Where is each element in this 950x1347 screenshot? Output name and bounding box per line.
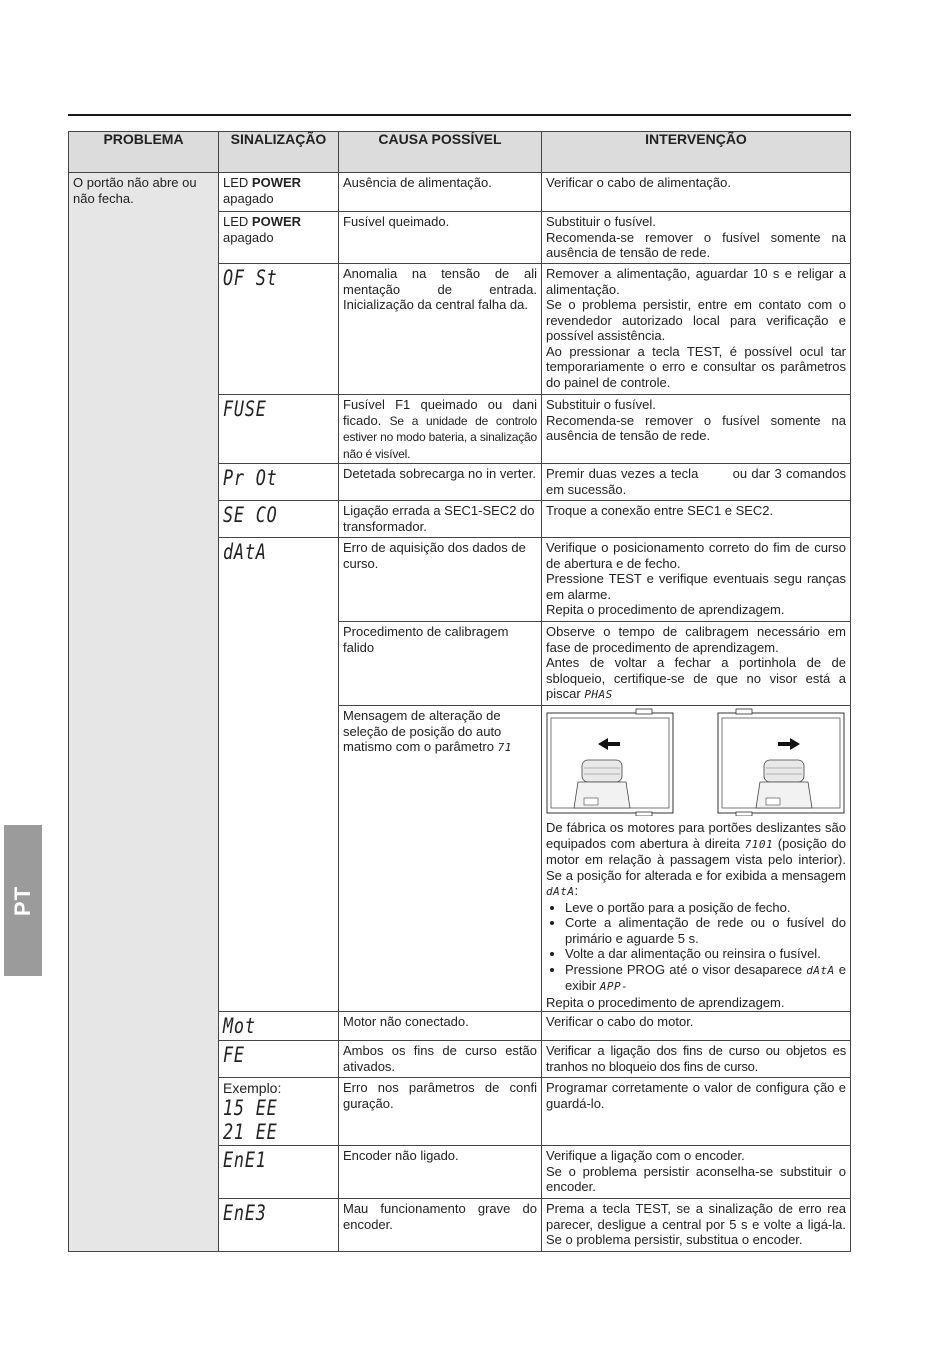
action-paragraph: De fábrica os motores para portões deslizantes são equipados com abertura à direita 7101 (posição do motor em relação à passagem vista pelo interior). Se a posição for alterada e for exibida a mensagem dAtA: — [546, 820, 846, 898]
cause-cell: Mau funcionamento grave do encoder. — [339, 1199, 542, 1252]
header-causa: CAUSA POSSÍVEL — [339, 132, 542, 173]
display-code-inline: APP- — [599, 980, 629, 993]
action-line: Substituir o fusível. — [546, 397, 656, 412]
action-line: Se o problema persistir aconselha-se substituir o encoder. — [546, 1163, 846, 1194]
led-prefix: LED — [223, 214, 249, 229]
signal-cell — [219, 538, 339, 1012]
display-code: 21 EE — [223, 1120, 278, 1144]
right-motor-panel — [718, 709, 844, 816]
display-code: Mot — [223, 1014, 256, 1038]
action-text: Pressione PROG até o visor desaparece — [565, 961, 803, 977]
action-cell — [542, 622, 851, 706]
action-line: Verifique o posicionamento correto do fim de curso de abertura e de fecho. — [546, 540, 846, 571]
led-bold: POWER — [251, 214, 302, 229]
signal-cell — [219, 501, 339, 538]
cause-note: Se a unidade de controlo estiver no modo bateria, a sinalização não é visível. — [343, 413, 537, 461]
action-cell: Troque a conexão entre SEC1 e SEC2. — [542, 501, 851, 538]
action-cell: Programar corretamente o valor de configura ção e guardá-lo. — [542, 1078, 851, 1146]
cause-cell: Erro nos parâmetros de confi guração. — [339, 1078, 542, 1146]
action-line: Remover a alimentação, aguardar 10 s e religar a alimentação. — [546, 266, 846, 297]
display-code-inline: 7101 — [744, 837, 774, 851]
action-cell: Verificar o cabo de alimentação. — [542, 173, 851, 212]
header-row — [69, 132, 851, 173]
action-text: (posição do motor em relação à passagem vista pelo interior). Se a posição for alterada e for exibida a mensagem — [546, 835, 846, 883]
action-cell — [542, 212, 851, 264]
action-cell — [542, 395, 851, 464]
action-line: Observe o tempo de calibragem necessário em fase de procedimento de aprendizagem. — [546, 624, 846, 655]
cause-text: Mensagem de alteração de seleção de posição do auto matismo com o parâmetro — [343, 708, 502, 754]
list-item: • Corte a alimentação de rede ou o fusível do primário e aguarde 5 s. — [565, 915, 846, 946]
cause-cell: Motor não conectado. — [339, 1012, 542, 1041]
display-code: OF St — [223, 266, 278, 290]
action-text: e exibir — [565, 961, 846, 993]
list-item: • Volte a dar alimentação ou reinsira o fusível. — [565, 946, 846, 962]
action-cell: Verificar a ligação dos fins de curso ou objetos es tranhos no bloqueio dos fins de curso. — [542, 1041, 851, 1078]
action-line: Se o problema persistir, entre em contato com o revendedor autorizado local para verificação e possível assistência. — [546, 297, 846, 343]
cause-cell: Ausência de alimentação. — [339, 173, 542, 212]
action-line: Recomenda-se remover o fusível somente na ausência de tensão de rede. — [546, 412, 846, 443]
signal-cell — [219, 212, 339, 264]
cause-cell: Anomalia na tensão de ali mentação de entrada. Inicialização da central falha da. — [339, 264, 542, 395]
action-cell: Prema a tecla TEST, se a sinalização de erro rea parecer, desligue a central por 5 s e volte a ligá-la. Se o problema persistir, substitua o encoder. — [542, 1199, 851, 1252]
cause-cell: Erro de aquisição dos dados de curso. — [339, 538, 542, 622]
action-cell — [542, 538, 851, 622]
cause-cell: Encoder não ligado. — [339, 1146, 542, 1199]
led-suffix: apagado — [223, 229, 274, 245]
display-code: 15 EE — [223, 1096, 278, 1120]
action-cell — [542, 264, 851, 395]
language-tab — [4, 825, 42, 976]
display-code: Pr Ot — [223, 466, 278, 490]
action-line: Repita o procedimento de aprendizagem. — [546, 994, 785, 1010]
display-code-inline: PHAS — [584, 688, 613, 701]
led-prefix: LED — [223, 175, 249, 190]
signal-cell — [219, 1199, 339, 1252]
cause-cell — [339, 706, 542, 1012]
display-code-inline: 71 — [497, 741, 512, 754]
display-code: EnE3 — [223, 1201, 267, 1225]
display-code: EnE1 — [223, 1148, 267, 1172]
action-cell: Verificar o cabo do motor. — [542, 1012, 851, 1041]
list-item — [565, 962, 846, 995]
action-steps — [546, 900, 846, 995]
signal-cell — [219, 1041, 339, 1078]
troubleshooting-table — [68, 131, 851, 1252]
cause-cell: Ambos os fins de curso estão ativados. — [339, 1041, 542, 1078]
header-problema: PROBLEMA — [69, 132, 219, 173]
cause-cell — [339, 395, 542, 464]
top-rule — [68, 114, 851, 116]
signal-cell — [219, 264, 339, 395]
signal-cell — [219, 395, 339, 464]
action-line — [546, 655, 846, 703]
problem-text: O portão não abre ou não fecha. — [73, 175, 197, 206]
led-suffix: apagado — [223, 190, 274, 206]
signal-cell — [219, 1146, 339, 1199]
action-cell — [542, 1146, 851, 1199]
motor-direction-figure — [546, 708, 846, 816]
motor-direction-illustration — [546, 708, 846, 816]
signal-cell — [219, 464, 339, 501]
example-label: Exemplo: — [223, 1080, 282, 1096]
list-item: • Leve o portão para a posição de fecho. — [565, 900, 846, 916]
table-row — [69, 173, 851, 212]
action-line: Repita o procedimento de aprendizagem. — [546, 602, 785, 617]
problem-cell — [69, 173, 219, 1252]
cause-text: Fusível F1 queimado ou dani ficado. — [343, 397, 537, 428]
action-line: Recomenda-se remover o fusível somente na ausência de tensão de rede. — [546, 229, 846, 260]
action-line: Ao pressionar a tecla TEST, é possível ocul tar temporariamente o erro e consultar os parâmetros do painel de controle. — [546, 343, 846, 390]
signal-cell — [219, 1078, 339, 1146]
signal-cell — [219, 173, 339, 212]
left-motor-panel — [547, 709, 673, 816]
cause-cell: Fusível queimado. — [339, 212, 542, 264]
action-line: Substituir o fusível. — [546, 214, 656, 229]
display-code: FUSE — [223, 397, 267, 421]
display-code: FE — [223, 1043, 245, 1067]
action-cell — [542, 706, 851, 1012]
action-line: Verifique a ligação com o encoder. — [546, 1148, 745, 1163]
cause-cell: Ligação errada a SEC1-SEC2 do transformador. — [339, 501, 542, 538]
language-tab-label: PT — [10, 885, 35, 916]
display-code-inline: dAtA — [806, 963, 835, 977]
signal-cell — [219, 1012, 339, 1041]
action-line: Pressione TEST e verifique eventuais segu ranças em alarme. — [546, 571, 846, 602]
display-code: SE CO — [223, 503, 278, 527]
action-text: Antes de voltar a fechar a portinhola de de sbloqueio, certifique-se de que no visor está a piscar — [546, 655, 846, 701]
cause-cell: Detetada sobrecarga no in verter. — [339, 464, 542, 501]
led-bold: POWER — [251, 175, 302, 190]
header-intervencao: INTERVENÇÃO — [542, 132, 851, 173]
cause-cell: Procedimento de calibragem falido — [339, 622, 542, 706]
action-text: De fábrica os motores para portões deslizantes são equipados com abertura à direita — [546, 820, 846, 851]
display-code: dAtA — [223, 540, 267, 564]
header-sinalizacao: SINALIZAÇÃO — [219, 132, 339, 173]
display-code-inline: dAtA — [546, 885, 575, 898]
action-cell: Premir duas vezes a tecla ou dar 3 comandos em sucessão. — [542, 464, 851, 501]
